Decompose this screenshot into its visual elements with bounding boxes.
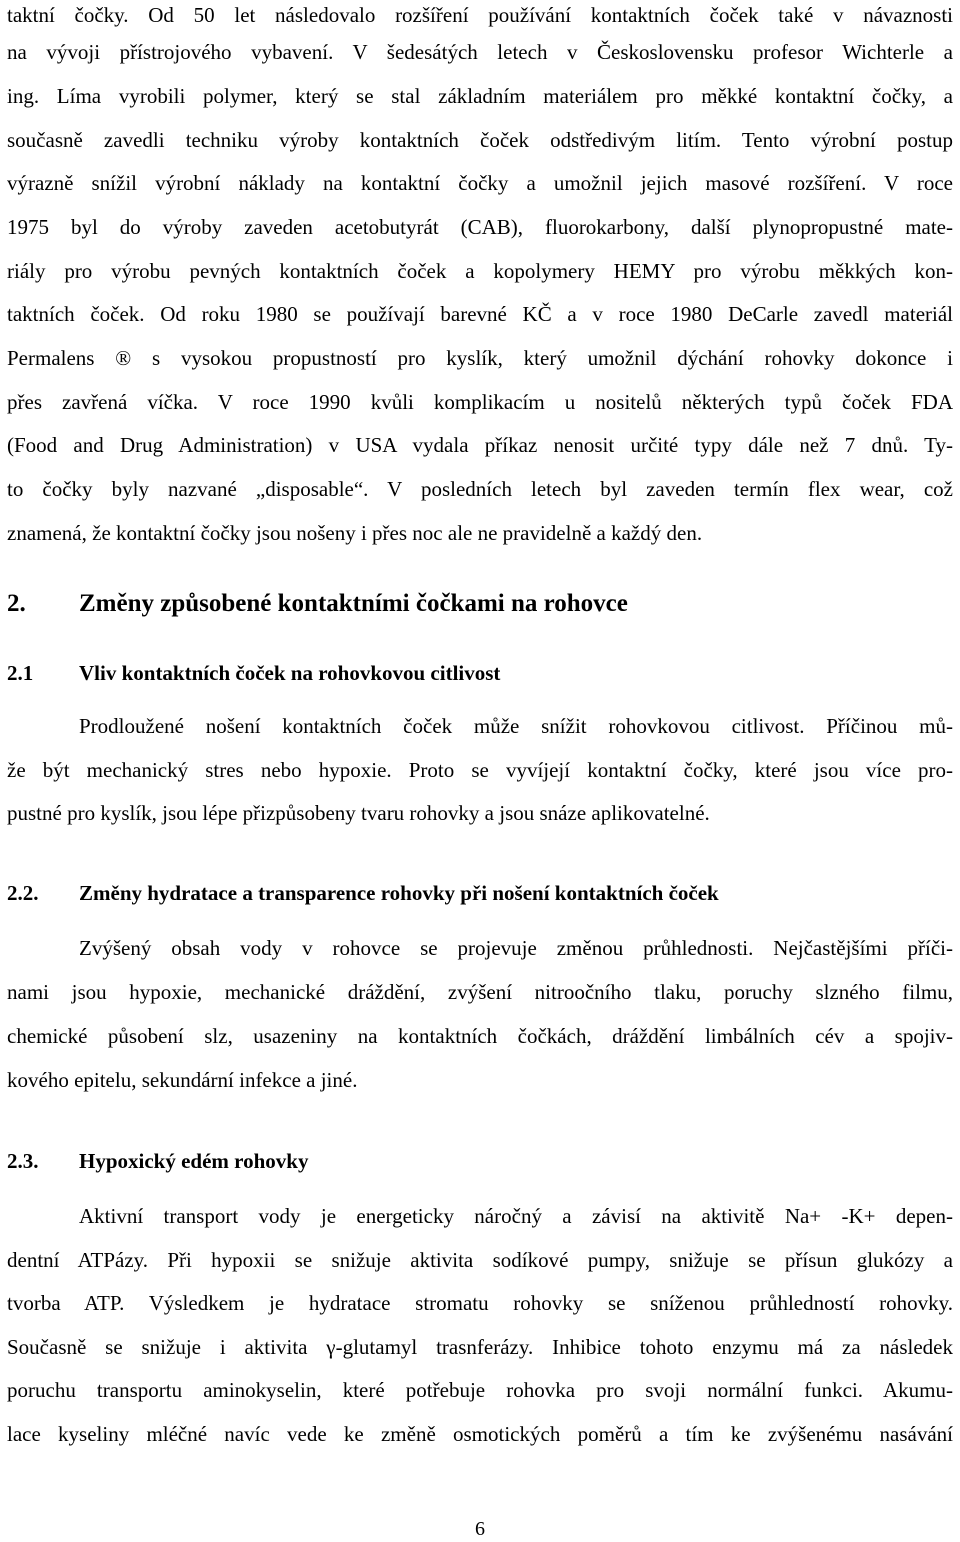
section-2-3-line: Aktivní transport vody je energeticky náročný a závisí na aktivitě Na+ -K+ depen- xyxy=(79,1204,953,1228)
section-2-1-line: že být mechanický stres nebo hypoxie. Proto se vyvíjejí kontaktní čočky, které jsou více pro- xyxy=(7,758,953,782)
section-title: Změny způsobené kontaktními čočkami na rohovce xyxy=(79,590,628,617)
paragraph-1-line: znamená, že kontaktní čočky jsou nošeny i přes noc ale ne pravidelně a každý den. xyxy=(7,521,703,545)
paragraph-1-line: výrazně snížil výrobní náklady na kontaktní čočky a umožnil jejich masové rozšíření. V roce xyxy=(7,171,953,195)
section-2-1-line: Prodloužené nošení kontaktních čoček může snížit rohovkovou citlivost. Příčinou mů- xyxy=(79,714,953,738)
paragraph-1-line: ing. Líma vyrobili polymer, který se stal základním materiálem pro měkké kontaktní čočky, a xyxy=(7,84,953,108)
section-2-3-line: dentní ATPázy. Při hypoxii se snižuje aktivita sodíkové pumpy, snižuje se přísun glukózy a xyxy=(7,1248,953,1272)
paragraph-1-line: současně zavedli techniku výroby kontaktních čoček odstředivým litím. Tento výrobní postup xyxy=(7,128,953,152)
section-2-3-heading xyxy=(7,1146,308,1176)
section-number: 2.3. xyxy=(7,1149,39,1173)
section-number: 2.2. xyxy=(7,881,39,905)
section-title: Vliv kontaktních čoček na rohovkovou citlivost xyxy=(79,661,501,685)
section-2-1-line: pustné pro kyslík, jsou lépe přizpůsobeny tvaru rohovky a jsou snáze aplikovatelné. xyxy=(7,801,710,825)
paragraph-1-line: taktní čočky. Od 50 let následovalo rozšíření používání kontaktních čoček také v návaznosti xyxy=(7,3,953,27)
section-number: 2.1 xyxy=(7,661,34,685)
paragraph-1-line: riály pro výrobu pevných kontaktních čoček a kopolymery HEMY pro výrobu měkkých kon- xyxy=(7,259,953,283)
section-title: Hypoxický edém rohovky xyxy=(79,1149,309,1173)
section-2-2-line: nami jsou hypoxie, mechanické dráždění, zvýšení nitroočního tlaku, poruchy slzného filmu, xyxy=(7,980,953,1004)
section-2-3-line: Současně se snižuje i aktivita γ-glutamyl trasnferázy. Inhibice tohoto enzymu má za následek xyxy=(7,1335,953,1359)
page-number: 6 xyxy=(475,1518,485,1540)
section-2-heading xyxy=(7,587,628,621)
section-2-3-line: tvorba ATP. Výsledkem je hydratace stromatu rohovky se sníženou průhledností rohovky. xyxy=(7,1291,953,1315)
paragraph-1-line: taktních čoček. Od roku 1980 se používají barevné KČ a v roce 1980 DeCarle zavedl materiál xyxy=(7,302,953,326)
section-2-3-line: lace kyseliny mléčné navíc vede ke změně osmotických poměrů a tím ke zvýšenému nasávání xyxy=(7,1422,953,1446)
section-number: 2. xyxy=(7,590,26,617)
section-2-2-line: kového epitelu, sekundární infekce a jiné. xyxy=(7,1068,358,1092)
paragraph-1-line: to čočky byly nazvané „disposable“. V posledních letech byl zaveden termín flex wear, což xyxy=(7,477,953,501)
paragraph-1-line: na vývoji přístrojového vybavení. V šedesátých letech v Československu profesor Wichterle a xyxy=(7,40,953,64)
section-2-1-heading xyxy=(7,658,500,688)
paragraph-1-line: přes zavřená víčka. V roce 1990 kvůli komplikacím u nositelů některých typů čoček FDA xyxy=(7,390,953,414)
paragraph-1-line: 1975 byl do výroby zaveden acetobutyrát (CAB), fluorokarbony, další plynopropustné mate- xyxy=(7,215,953,239)
section-2-2-heading xyxy=(7,878,719,908)
paragraph-1-line: (Food and Drug Administration) v USA vydala příkaz nenosit určité typy dále než 7 dnů. Ty- xyxy=(7,433,953,457)
section-2-2-line: chemické působení slz, usazeniny na kontaktních čočkách, dráždění limbálních cév a spojiv- xyxy=(7,1024,953,1048)
paragraph-1-line: Permalens ® s vysokou propustností pro kyslík, který umožnil dýchání rohovky dokonce i xyxy=(7,346,953,370)
section-title: Změny hydratace a transparence rohovky při nošení kontaktních čoček xyxy=(79,881,719,905)
section-2-2-line: Zvýšený obsah vody v rohovce se projevuje změnou průhlednosti. Nejčastějšími příči- xyxy=(79,936,953,960)
section-2-3-line: poruchu transportu aminokyselin, které potřebuje rohovka pro svoji normální funkci. Akumu- xyxy=(7,1378,953,1402)
